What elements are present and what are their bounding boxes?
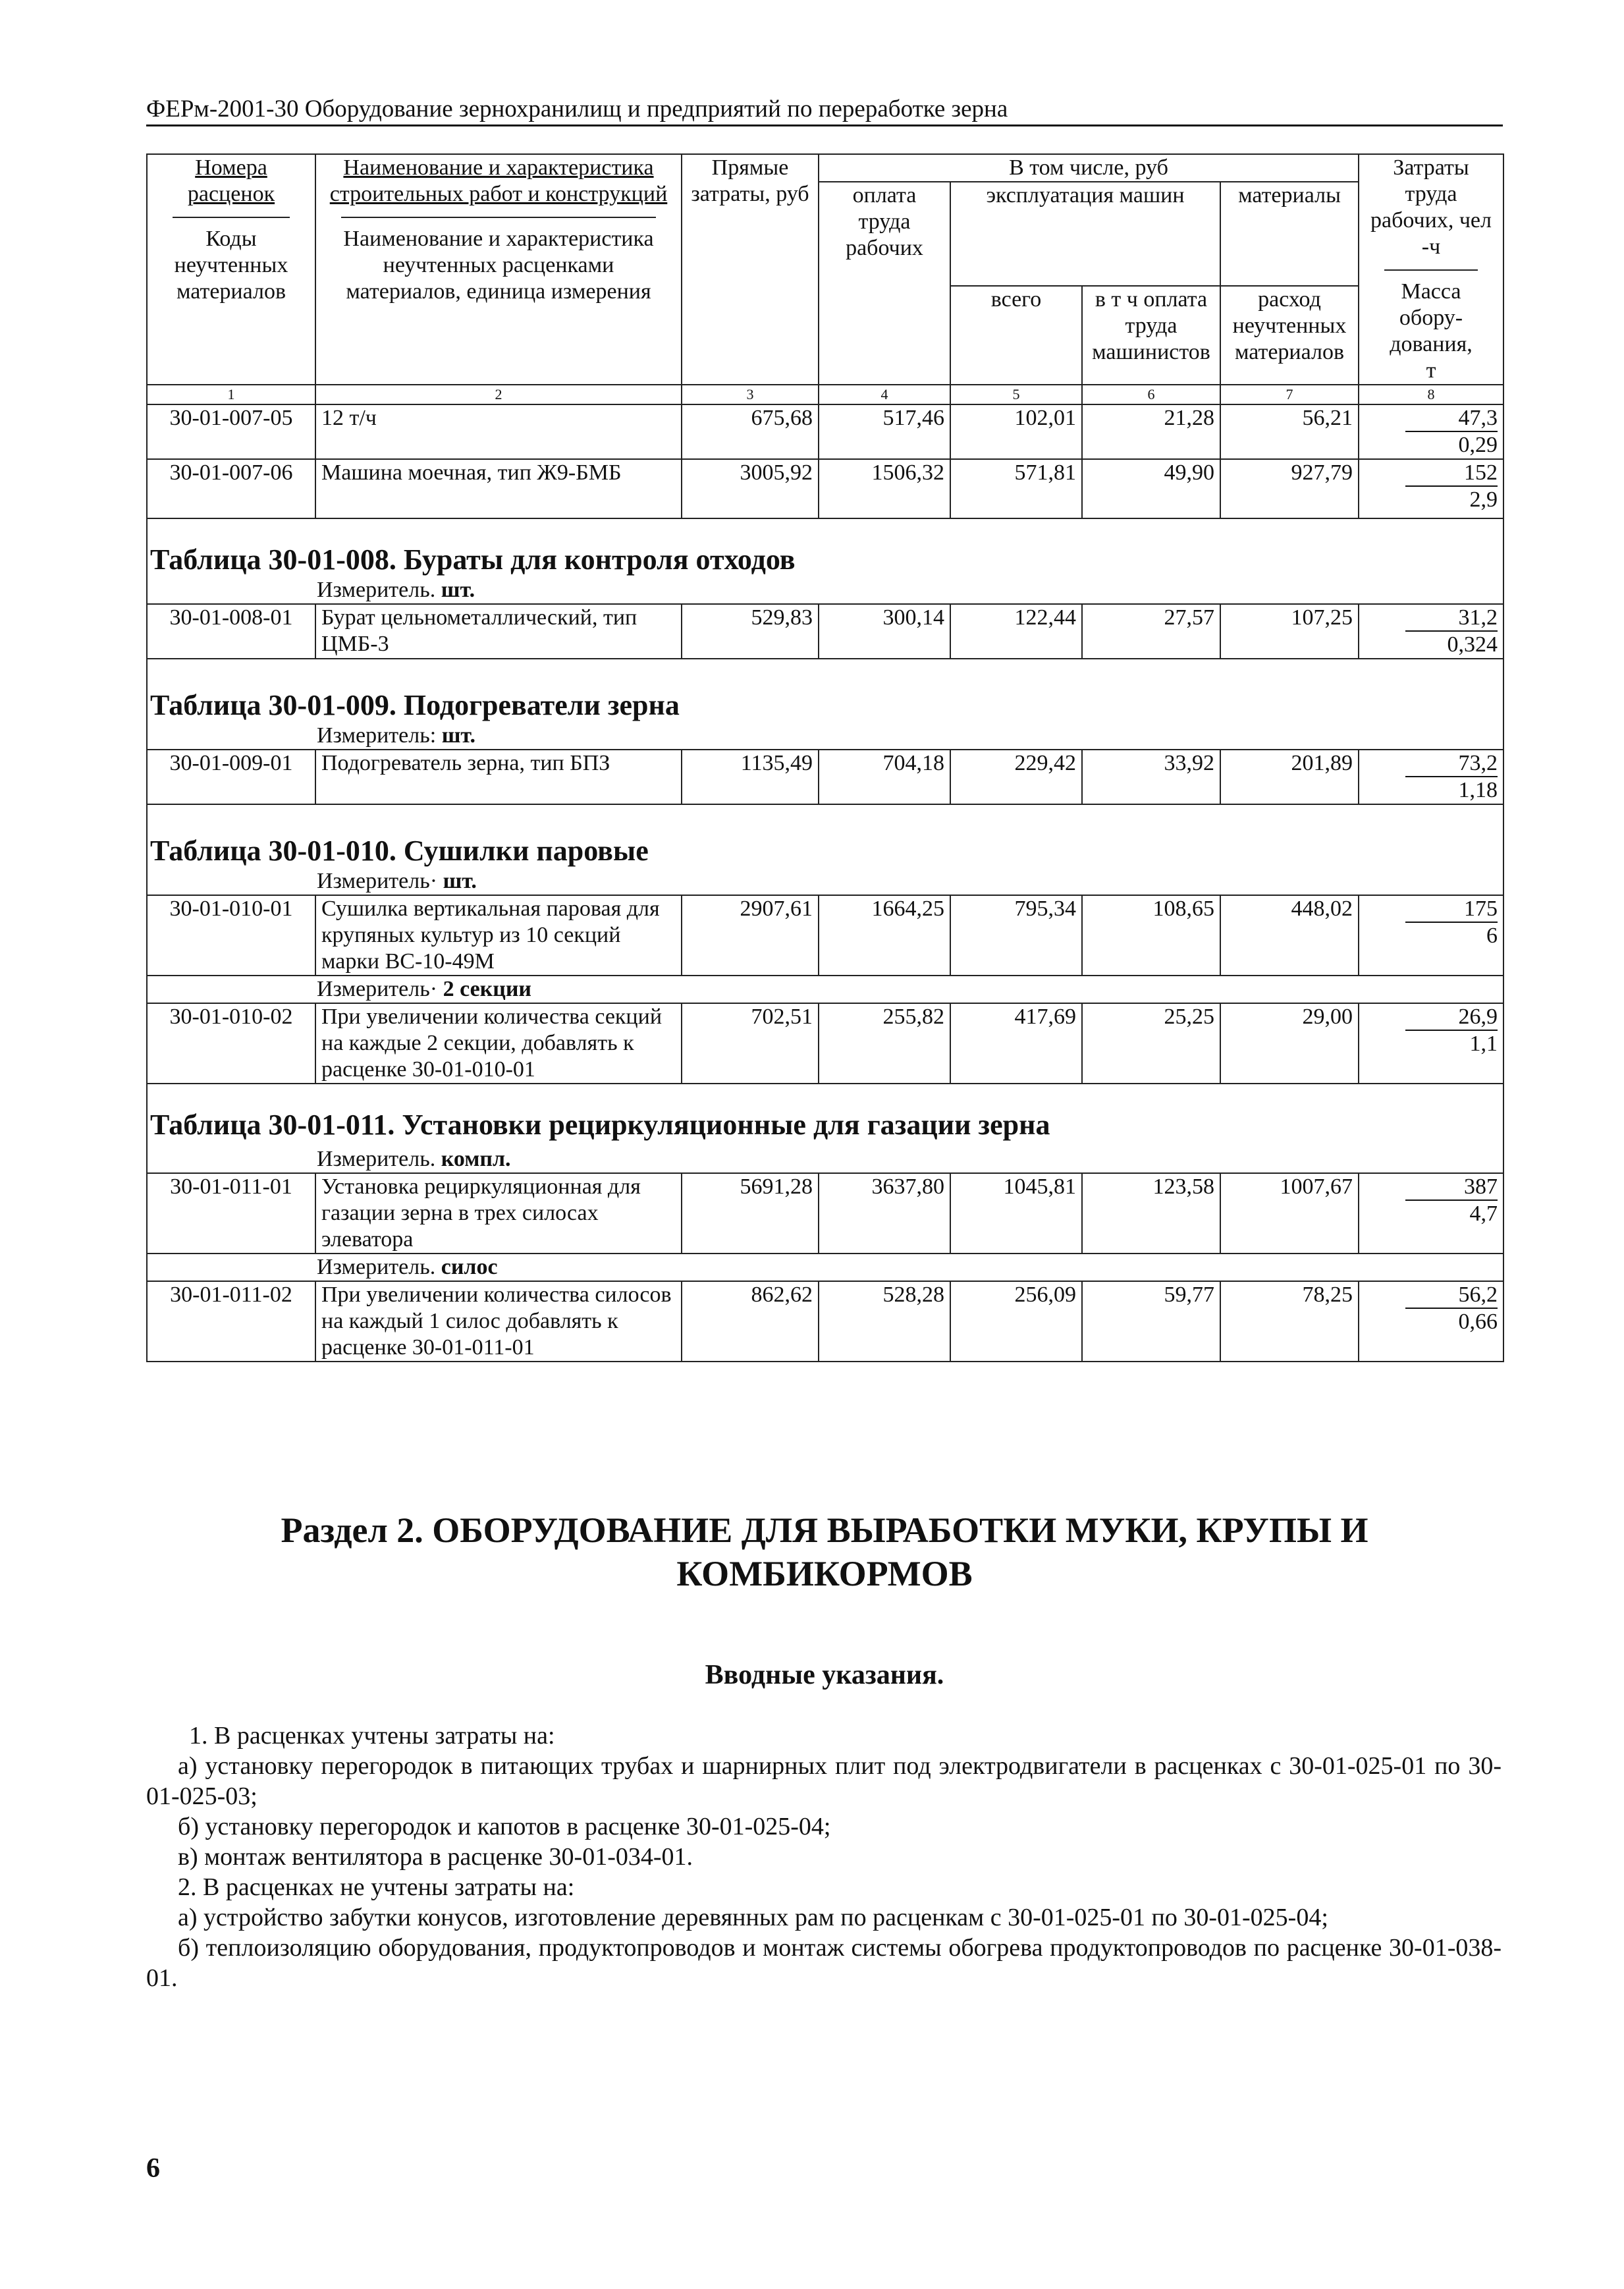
labor-pay: 1664,25 <box>819 895 950 976</box>
materials-cost: 78,25 <box>1220 1281 1359 1362</box>
machinist-pay: 108,65 <box>1082 895 1220 976</box>
measure-unit: 2 секции <box>443 977 532 1001</box>
measure-unit: шт. <box>441 578 475 602</box>
section-title-line: Раздел 2. ОБОРУДОВАНИЕ ДЛЯ ВЫРАБОТКИ МУКИ, КРУПЫ И <box>281 1510 1368 1550</box>
column-number: 3 <box>682 385 819 404</box>
paragraph: б) установку перегородок и капотов в расценке 30-01-025-04; <box>178 1813 831 1840</box>
table-row <box>147 1173 1503 1254</box>
direct-costs: 862,62 <box>682 1281 819 1362</box>
header-col2-top: Наименование и характеристика строительных работ и конструкций <box>329 155 668 206</box>
materials-cost: 201,89 <box>1220 750 1359 804</box>
rate-name: Машина моечная, тип Ж9-БМБ <box>315 459 682 518</box>
labor-mass-cell <box>1359 1281 1503 1362</box>
rate-code: 30-01-010-01 <box>147 895 315 976</box>
rate-code: 30-01-007-06 <box>147 459 315 518</box>
norms-table <box>146 153 1504 1362</box>
measure-label: Измеритель. <box>317 1255 436 1279</box>
machines-total: 1045,81 <box>950 1173 1082 1254</box>
header-col2-bottom: Наименование и характеристика неучтенных расценками материалов, единица измерения <box>341 217 656 305</box>
machines-total: 122,44 <box>950 604 1082 659</box>
equipment-mass: 4,7 <box>1469 1201 1498 1226</box>
header-col1 <box>147 154 315 385</box>
measure-label: Измеритель: <box>317 723 437 748</box>
equipment-mass: 6 <box>1486 924 1498 948</box>
labor-pay: 300,14 <box>819 604 950 659</box>
header-materials: материалы <box>1220 182 1359 286</box>
header-col8 <box>1359 154 1503 385</box>
measure-label: Измеритель. <box>317 1147 436 1171</box>
header-col2 <box>315 154 682 385</box>
measure-spacer <box>147 868 315 895</box>
norms-table-block <box>146 153 1503 1362</box>
measure-unit: шт. <box>441 723 476 748</box>
measure-line <box>315 1254 1503 1281</box>
measure-unit: шт. <box>443 869 477 893</box>
paragraph: б) теплоизоляцию оборудования, продуктопроводов и монтаж системы обогрева продуктопроводов по расценке 30-01-038-01. <box>146 1934 1502 1992</box>
direct-costs: 5691,28 <box>682 1173 819 1254</box>
equipment-mass: 2,9 <box>1469 487 1498 512</box>
measure-line <box>315 577 1503 604</box>
labor-hours: 73,2 <box>1405 751 1498 777</box>
labor-mass-cell <box>1359 404 1503 459</box>
header-materials-sub: расход неучтенных материалов <box>1220 286 1359 385</box>
rate-name: При увеличении количества силосов на каждый 1 силос добавлять к расценке 30-01-011-01 <box>315 1281 682 1362</box>
paragraph: а) устройство забутки конусов, изготовление деревянных рам по расценкам с 30-01-025-01 по 30-01-025-04; <box>178 1904 1328 1931</box>
rate-name: При увеличении количества секций на каждые 2 секции, добавлять к расценке 30-01-010-01 <box>315 1003 682 1084</box>
rate-code: 30-01-008-01 <box>147 604 315 659</box>
labor-mass-cell <box>1359 1003 1503 1084</box>
equipment-mass: 1,1 <box>1469 1032 1498 1056</box>
table-row <box>147 604 1503 659</box>
machinist-pay: 49,90 <box>1082 459 1220 518</box>
spacer <box>147 1084 1503 1108</box>
direct-costs: 675,68 <box>682 404 819 459</box>
equipment-mass: 0,66 <box>1458 1310 1498 1334</box>
intro-body <box>146 1721 1502 1993</box>
labor-pay: 3637,80 <box>819 1173 950 1254</box>
column-number: 6 <box>1082 385 1220 404</box>
machines-total: 256,09 <box>950 1281 1082 1362</box>
equipment-mass: 0,29 <box>1458 433 1498 457</box>
rate-code: 30-01-007-05 <box>147 404 315 459</box>
labor-mass-cell <box>1359 750 1503 804</box>
rate-code: 30-01-009-01 <box>147 750 315 804</box>
machinist-pay: 123,58 <box>1082 1173 1220 1254</box>
direct-costs: 1135,49 <box>682 750 819 804</box>
header-col1-bottom: Коды неучтенных материалов <box>173 217 290 305</box>
table-row <box>147 1281 1503 1362</box>
running-header: ФЕРм-2001-30 Оборудование зернохранилищ и предприятий по переработке зерна <box>146 96 1503 126</box>
measure-spacer <box>147 723 315 750</box>
labor-hours: 26,9 <box>1405 1005 1498 1031</box>
table-row <box>147 750 1503 804</box>
header-col8-top: Затраты труда рабочих, чел -ч <box>1370 155 1492 259</box>
rate-code: 30-01-010-02 <box>147 1003 315 1084</box>
measure-label: Измеритель· <box>317 869 438 893</box>
table-row <box>147 404 1503 459</box>
measure-label: Измеритель· <box>317 977 438 1001</box>
header-col1-top: Номера расценок <box>187 155 275 206</box>
materials-cost: 1007,67 <box>1220 1173 1359 1254</box>
labor-mass-cell <box>1359 895 1503 976</box>
machines-total: 571,81 <box>950 459 1082 518</box>
intro-title: Вводные указания. <box>705 1660 944 1690</box>
labor-mass-cell <box>1359 1173 1503 1254</box>
equipment-mass: 1,18 <box>1458 778 1498 802</box>
table-row <box>147 1003 1503 1084</box>
spacer <box>147 804 1503 834</box>
paragraph: 2. В расценках не учтены затраты на: <box>178 1873 575 1901</box>
measure-label: Измеритель. <box>317 578 436 602</box>
table-title: Таблица 30-01-010. Сушилки паровые <box>147 834 1503 868</box>
direct-costs: 2907,61 <box>682 895 819 976</box>
table-row <box>147 895 1503 976</box>
rate-name: 12 т/ч <box>315 404 682 459</box>
materials-cost: 107,25 <box>1220 604 1359 659</box>
labor-mass-cell <box>1359 459 1503 518</box>
table-title: Таблица 30-01-008. Бураты для контроля отходов <box>147 543 1503 577</box>
materials-cost: 29,00 <box>1220 1003 1359 1084</box>
measure-unit: компл. <box>441 1147 511 1171</box>
rate-code: 30-01-011-02 <box>147 1281 315 1362</box>
labor-hours: 175 <box>1405 896 1498 923</box>
labor-hours: 387 <box>1405 1174 1498 1201</box>
measure-line <box>315 1142 1503 1173</box>
rate-code: 30-01-011-01 <box>147 1173 315 1254</box>
labor-pay: 517,46 <box>819 404 950 459</box>
labor-hours: 56,2 <box>1405 1282 1498 1309</box>
machinist-pay: 27,57 <box>1082 604 1220 659</box>
table-title: Таблица 30-01-011. Установки рециркуляционные для газации зерна <box>147 1108 1503 1142</box>
labor-hours: 152 <box>1405 460 1498 487</box>
materials-cost: 56,21 <box>1220 404 1359 459</box>
column-numbers-row <box>147 385 1503 404</box>
paragraph: 1. В расценках учтены затраты на: <box>189 1722 555 1750</box>
labor-hours: 47,3 <box>1405 406 1498 432</box>
column-number: 4 <box>819 385 950 404</box>
machinist-pay: 33,92 <box>1082 750 1220 804</box>
column-number: 1 <box>147 385 315 404</box>
measure-line <box>315 723 1503 750</box>
column-number: 2 <box>315 385 682 404</box>
labor-hours: 31,2 <box>1405 605 1498 632</box>
measure-spacer <box>147 1142 315 1173</box>
paragraph: в) монтаж вентилятора в расценке 30-01-034-01. <box>178 1843 693 1871</box>
labor-mass-cell <box>1359 604 1503 659</box>
section-title-line: КОМБИКОРМОВ <box>676 1554 973 1593</box>
machines-total: 795,34 <box>950 895 1082 976</box>
materials-cost: 927,79 <box>1220 459 1359 518</box>
machines-total: 102,01 <box>950 404 1082 459</box>
spacer <box>147 518 1503 543</box>
table-title: Таблица 30-01-009. Подогреватели зерна <box>147 688 1503 723</box>
measure-spacer <box>147 577 315 604</box>
direct-costs: 529,83 <box>682 604 819 659</box>
page-number: 6 <box>146 2153 160 2184</box>
labor-pay: 704,18 <box>819 750 950 804</box>
header-machinist-pay: в т ч оплата труда машинистов <box>1082 286 1220 385</box>
machines-total: 229,42 <box>950 750 1082 804</box>
header-col8-bottom: Масса обору- дования, т <box>1384 269 1478 384</box>
machinist-pay: 59,77 <box>1082 1281 1220 1362</box>
measure-line <box>315 976 1503 1003</box>
rate-name: Сушилка вертикальная паровая для крупяных культур из 10 секций марки ВС-10-49М <box>315 895 682 976</box>
column-number: 5 <box>950 385 1082 404</box>
labor-pay: 528,28 <box>819 1281 950 1362</box>
rate-name: Бурат цельнометаллический, тип ЦМБ-3 <box>315 604 682 659</box>
machines-total: 417,69 <box>950 1003 1082 1084</box>
rate-name: Установка рециркуляционная для газации зерна в трех силосах элеватора <box>315 1173 682 1254</box>
materials-cost: 448,02 <box>1220 895 1359 976</box>
header-direct-costs: Прямые затраты, руб <box>682 154 819 385</box>
header-machine-use: эксплуатация машин <box>950 182 1220 286</box>
measure-spacer <box>147 1254 315 1281</box>
machinist-pay: 25,25 <box>1082 1003 1220 1084</box>
direct-costs: 3005,92 <box>682 459 819 518</box>
measure-unit: силос <box>441 1255 498 1279</box>
section-title <box>146 1508 1503 1595</box>
header-labor-pay: оплата труда рабочих <box>819 182 950 385</box>
measure-line <box>315 868 1503 895</box>
machinist-pay: 21,28 <box>1082 404 1220 459</box>
labor-pay: 1506,32 <box>819 459 950 518</box>
column-number: 8 <box>1359 385 1503 404</box>
measure-spacer <box>147 976 315 1003</box>
direct-costs: 702,51 <box>682 1003 819 1084</box>
header-machines-total: всего <box>950 286 1082 385</box>
rate-name: Подогреватель зерна, тип БПЗ <box>315 750 682 804</box>
column-number: 7 <box>1220 385 1359 404</box>
equipment-mass: 0,324 <box>1447 632 1498 657</box>
table-row <box>147 459 1503 518</box>
header-in-that-number: В том числе, руб <box>819 154 1359 182</box>
paragraph: а) установку перегородок в питающих трубах и шарнирных плит под электродвигатели в расценках с 30-01-025-01 по 30-01-025-03; <box>146 1752 1502 1810</box>
spacer <box>147 659 1503 688</box>
labor-pay: 255,82 <box>819 1003 950 1084</box>
